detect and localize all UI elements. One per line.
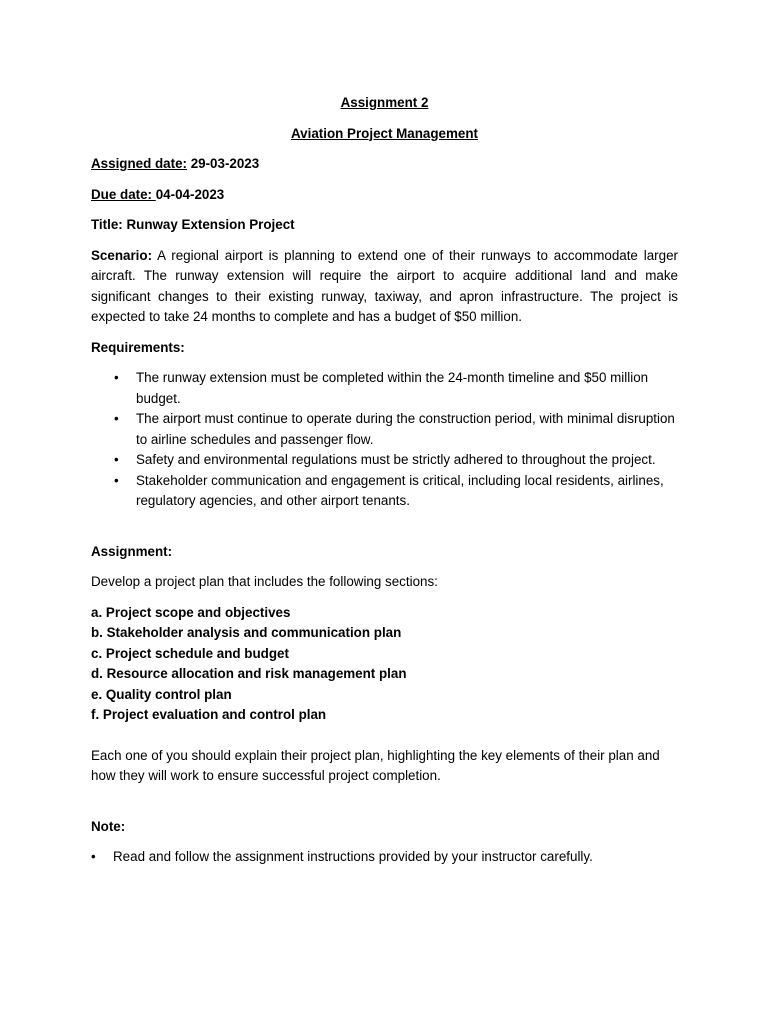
list-item [91,847,678,868]
list-item [114,368,678,409]
assignment-heading: Assignment: [91,543,173,559]
bullet-icon: • [91,849,96,864]
due-date-label: Due date: [91,186,156,202]
list-item-text: The runway extension must be completed within the 24-month timeline and $50 million budget. [136,370,649,406]
list-item-text: Safety and environmental regulations must be strictly adhered to throughout the project. [136,452,656,467]
section-item: d. Resource allocation and risk management plan [91,666,407,681]
requirements-heading: Requirements: [91,339,185,355]
list-item [114,409,678,450]
project-title: Title: Runway Extension Project [91,217,295,232]
due-date-line [91,185,678,206]
section-item: f. Project evaluation and control plan [91,707,327,722]
sections-list [91,603,678,726]
spacer [91,726,678,746]
note-list [91,847,678,868]
assignment-title: Assignment 2 [340,95,429,110]
bullet-icon: • [114,452,119,467]
scenario-paragraph [91,246,678,328]
course-title: Aviation Project Management [290,125,478,141]
section-item: a. Project scope and objectives [91,604,291,620]
bullet-icon: • [114,472,119,488]
assigned-date-label: Assigned date: [91,156,187,171]
list-item [114,450,678,471]
list-item-text: Read and follow the assignment instructions provided by your instructor carefully. [113,849,593,864]
scenario-label: Scenario: [91,247,153,263]
spacer [91,787,678,817]
section-item: e. Quality control plan [91,686,232,702]
section-item: c. Project schedule and budget [91,645,289,661]
assigned-date-value: 29-03-2023 [186,156,260,171]
assignment-intro: Develop a project plan that includes the following sections: [91,574,438,589]
closing-paragraph: Each one of you should explain their project plan, highlighting the key elements of their plan and how they will work to ensure successful project completion. [91,747,660,783]
scenario-text: A regional airport is planning to extend one of their runways to accommodate larger aircraft. The runway extension will require the airport to acquire additional land and make significant changes to their existing runway, taxiway, and apron infrastructure. The project is expected to take 24 months to complete and has a budget of $50 million. [91,247,678,324]
note-heading: Note: [91,818,126,834]
spacer [91,512,678,542]
requirements-list [91,368,678,512]
list-item [114,471,678,512]
bullet-icon: • [114,411,119,426]
assigned-date-line [91,154,678,175]
bullet-icon: • [114,370,119,385]
section-item: b. Stakeholder analysis and communication plan [91,625,402,640]
due-date-value: 04-04-2023 [155,186,225,202]
list-item-text: The airport must continue to operate during the construction period, with minimal disruption to airline schedules and passenger flow. [136,411,675,447]
list-item-text: Stakeholder communication and engagement is critical, including local residents, airlines, regulatory agencies, and other airport tenants. [136,472,664,508]
